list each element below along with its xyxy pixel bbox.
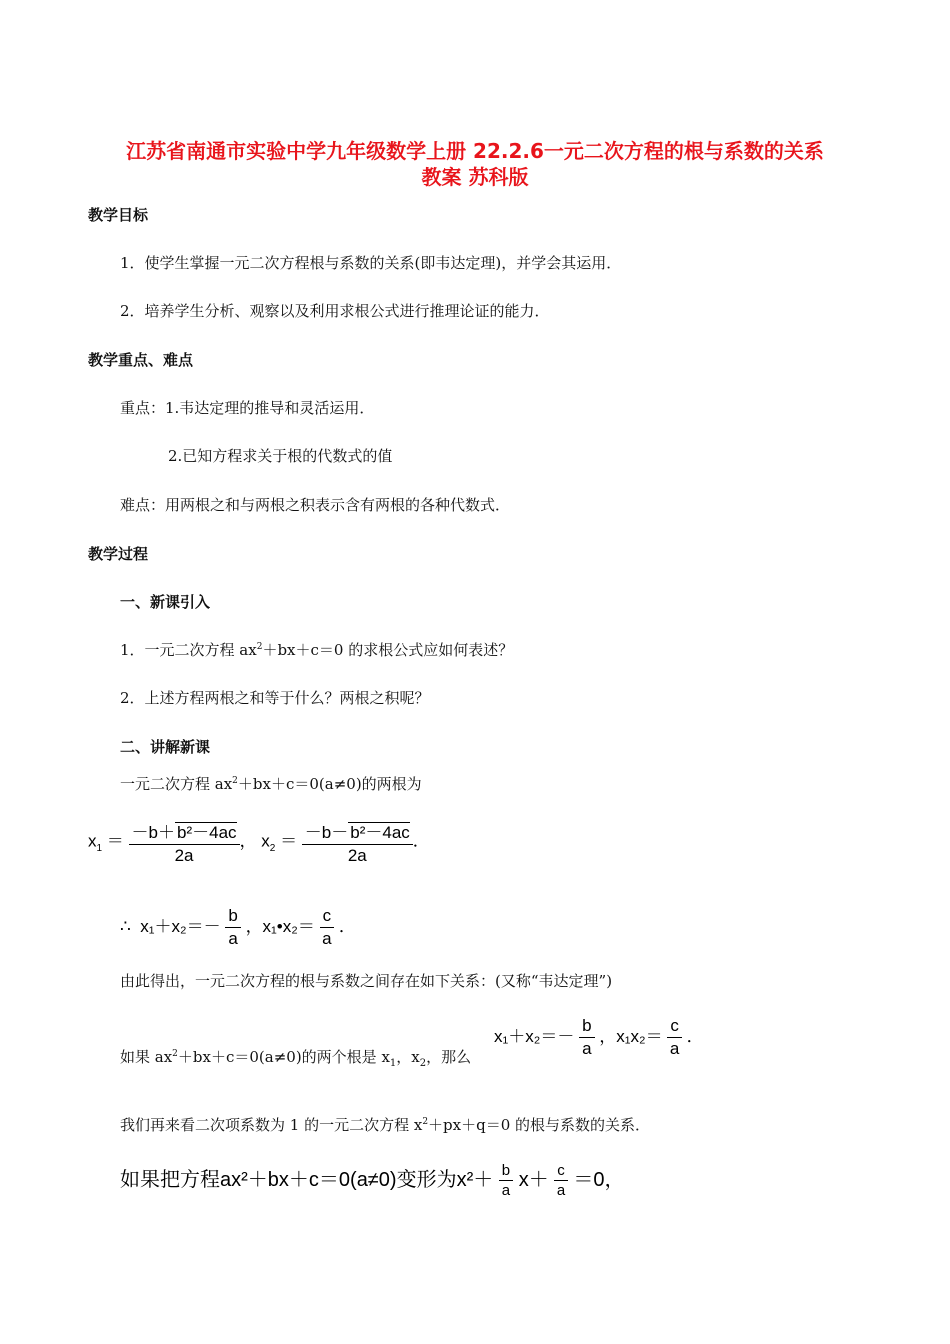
- document-title-line2: 教案 苏科版: [421, 165, 529, 189]
- vieta-theorem-formula: x₁＋x₂＝－ $\frac{b}{a}$ ，x₁x₂＝ $\frac{c}{a}$ ．: [494, 1016, 704, 1058]
- goals-heading: 教学目标: [88, 206, 149, 224]
- goal-1: 1．使学生掌握一元二次方程根与系数的关系(即韦达定理)，并学会其运用．: [120, 254, 622, 272]
- process-heading: 教学过程: [88, 545, 149, 563]
- key-point-1: 重点：1.韦达定理的推导和灵活运用．: [120, 399, 375, 417]
- question-1: 1．一元二次方程 $ax^2+bx+c=0$ 的求根公式应如何表述？: [120, 641, 514, 659]
- key-points-heading: 教学重点、难点: [88, 351, 194, 369]
- question-2: 2．上述方程两根之和等于什么？两根之积呢？: [120, 689, 430, 707]
- vieta-derivation: ∴ x₁＋x₂＝－ $\frac{b}{a}$ ，x₁•x₂＝ $\frac{c}{a}$ ．: [120, 906, 356, 948]
- transform-equation: 如果把方程ax²＋bx＋c＝0(a≠0)变形为x²＋ $\frac{b}{a}$ x＋ $\frac{c}{a}$ ＝0，: [120, 1162, 625, 1199]
- difficulty-point: 难点：用两根之和与两根之积表示含有两根的各种代数式．: [120, 496, 511, 514]
- key-point-2: 2.已知方程求关于根的代数式的值: [168, 447, 393, 465]
- vieta-theorem-text: 如果 $ax^2+bx+c=0(a\ne 0)$的两个根是 $x_1$，$x_2$，那么: [120, 1048, 472, 1069]
- document-title-line1: 江苏省南通市实验中学九年级数学上册 22.2.6一元二次方程的根与系数的关系: [126, 139, 824, 163]
- quadratic-formula: $x_1$ ＝ $\frac{\text{－b＋ b²－4ac}}{2a}$ ， $x_2$ ＝ $\frac{\text{－b－ b²－4ac}}{2a}$ ．: [88, 818, 430, 866]
- vieta-conclusion: 由此得出，一元二次方程的根与系数之间存在如下关系：(又称“韦达定理”): [120, 972, 613, 990]
- goal-2: 2．培养学生分析、观察以及利用求根公式进行推理论证的能力．: [120, 302, 550, 320]
- lecture-heading: 二、讲解新课: [120, 738, 211, 756]
- roots-intro: 一元二次方程 $ax^2+bx+c=0(a\ne 0)$的两根为: [120, 775, 422, 793]
- monic-equation-text: 我们再来看二次项系数为 1 的一元二次方程 $x^2+px+q=0$ 的根与系数的关系．: [120, 1116, 651, 1134]
- intro-heading: 一、新课引入: [120, 593, 211, 611]
